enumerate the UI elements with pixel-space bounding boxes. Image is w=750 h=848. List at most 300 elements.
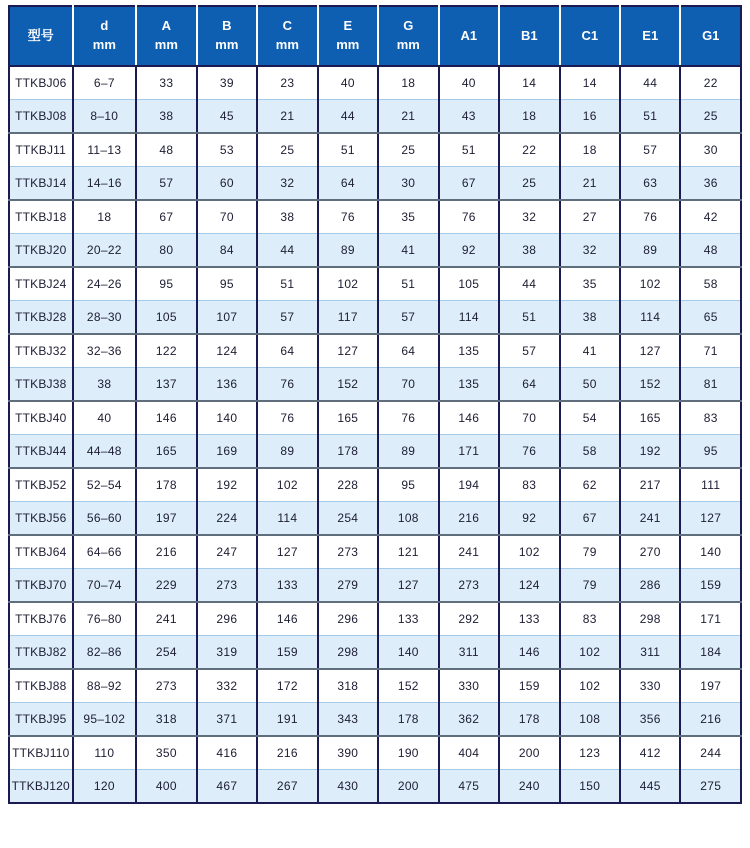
value-cell: 178 bbox=[499, 703, 559, 737]
table-row bbox=[9, 301, 741, 335]
value-cell: 200 bbox=[499, 736, 559, 770]
value-cell: 67 bbox=[439, 167, 499, 201]
value-cell: 25 bbox=[499, 167, 559, 201]
value-cell: 244 bbox=[680, 736, 741, 770]
value-cell: 146 bbox=[439, 401, 499, 435]
value-cell: 318 bbox=[318, 669, 378, 703]
column-header-E: E mm bbox=[318, 6, 378, 66]
value-cell: 39 bbox=[197, 66, 257, 100]
value-cell: 40 bbox=[73, 401, 137, 435]
value-cell: 105 bbox=[136, 301, 196, 335]
value-cell: 319 bbox=[197, 636, 257, 670]
value-cell: 330 bbox=[620, 669, 680, 703]
value-cell: 216 bbox=[439, 502, 499, 536]
column-header-G1: G1 bbox=[680, 6, 741, 66]
value-cell: 270 bbox=[620, 535, 680, 569]
column-header-G: G mm bbox=[378, 6, 438, 66]
model-cell: TTKBJ44 bbox=[9, 435, 73, 469]
table-row bbox=[9, 770, 741, 804]
value-cell: 279 bbox=[318, 569, 378, 603]
header-row bbox=[9, 6, 741, 66]
value-cell: 120 bbox=[73, 770, 137, 804]
value-cell: 83 bbox=[499, 468, 559, 502]
column-header-B1: B1 bbox=[499, 6, 559, 66]
column-header-model: 型号 bbox=[9, 6, 73, 66]
value-cell: 108 bbox=[378, 502, 438, 536]
model-cell: TTKBJ40 bbox=[9, 401, 73, 435]
value-cell: 475 bbox=[439, 770, 499, 804]
value-cell: 18 bbox=[560, 133, 620, 167]
value-cell: 64 bbox=[499, 368, 559, 402]
value-cell: 127 bbox=[257, 535, 317, 569]
value-cell: 14 bbox=[560, 66, 620, 100]
value-cell: 197 bbox=[136, 502, 196, 536]
table-row bbox=[9, 66, 741, 100]
value-cell: 92 bbox=[439, 234, 499, 268]
value-cell: 412 bbox=[620, 736, 680, 770]
value-cell: 127 bbox=[318, 334, 378, 368]
value-cell: 53 bbox=[197, 133, 257, 167]
value-cell: 275 bbox=[680, 770, 741, 804]
value-cell: 241 bbox=[136, 602, 196, 636]
value-cell: 76 bbox=[378, 401, 438, 435]
value-cell: 146 bbox=[257, 602, 317, 636]
value-cell: 390 bbox=[318, 736, 378, 770]
model-cell: TTKBJ52 bbox=[9, 468, 73, 502]
value-cell: 467 bbox=[197, 770, 257, 804]
value-cell: 152 bbox=[378, 669, 438, 703]
model-cell: TTKBJ28 bbox=[9, 301, 73, 335]
value-cell: 254 bbox=[318, 502, 378, 536]
value-cell: 133 bbox=[378, 602, 438, 636]
value-cell: 133 bbox=[257, 569, 317, 603]
value-cell: 64–66 bbox=[73, 535, 137, 569]
value-cell: 152 bbox=[318, 368, 378, 402]
value-cell: 56–60 bbox=[73, 502, 137, 536]
value-cell: 122 bbox=[136, 334, 196, 368]
table-row bbox=[9, 100, 741, 134]
value-cell: 350 bbox=[136, 736, 196, 770]
value-cell: 140 bbox=[378, 636, 438, 670]
value-cell: 140 bbox=[197, 401, 257, 435]
value-cell: 114 bbox=[257, 502, 317, 536]
value-cell: 102 bbox=[560, 636, 620, 670]
value-cell: 133 bbox=[499, 602, 559, 636]
value-cell: 42 bbox=[680, 200, 741, 234]
value-cell: 362 bbox=[439, 703, 499, 737]
value-cell: 95 bbox=[378, 468, 438, 502]
value-cell: 67 bbox=[560, 502, 620, 536]
value-cell: 192 bbox=[197, 468, 257, 502]
value-cell: 117 bbox=[318, 301, 378, 335]
value-cell: 57 bbox=[378, 301, 438, 335]
model-cell: TTKBJ11 bbox=[9, 133, 73, 167]
value-cell: 79 bbox=[560, 535, 620, 569]
value-cell: 25 bbox=[378, 133, 438, 167]
value-cell: 430 bbox=[318, 770, 378, 804]
value-cell: 136 bbox=[197, 368, 257, 402]
table-row bbox=[9, 234, 741, 268]
value-cell: 41 bbox=[378, 234, 438, 268]
table-row bbox=[9, 334, 741, 368]
value-cell: 330 bbox=[439, 669, 499, 703]
value-cell: 124 bbox=[499, 569, 559, 603]
value-cell: 105 bbox=[439, 267, 499, 301]
value-cell: 216 bbox=[257, 736, 317, 770]
value-cell: 44 bbox=[318, 100, 378, 134]
value-cell: 127 bbox=[680, 502, 741, 536]
value-cell: 95 bbox=[136, 267, 196, 301]
table-row bbox=[9, 703, 741, 737]
model-cell: TTKBJ120 bbox=[9, 770, 73, 804]
value-cell: 298 bbox=[318, 636, 378, 670]
value-cell: 194 bbox=[439, 468, 499, 502]
value-cell: 70 bbox=[499, 401, 559, 435]
spec-table bbox=[8, 5, 742, 804]
table-row bbox=[9, 368, 741, 402]
value-cell: 178 bbox=[136, 468, 196, 502]
table-row bbox=[9, 200, 741, 234]
value-cell: 273 bbox=[197, 569, 257, 603]
value-cell: 23 bbox=[257, 66, 317, 100]
value-cell: 51 bbox=[499, 301, 559, 335]
value-cell: 30 bbox=[378, 167, 438, 201]
value-cell: 171 bbox=[680, 602, 741, 636]
table-row bbox=[9, 669, 741, 703]
value-cell: 140 bbox=[680, 535, 741, 569]
value-cell: 76 bbox=[257, 401, 317, 435]
value-cell: 65 bbox=[680, 301, 741, 335]
value-cell: 102 bbox=[318, 267, 378, 301]
value-cell: 184 bbox=[680, 636, 741, 670]
value-cell: 14–16 bbox=[73, 167, 137, 201]
value-cell: 11–13 bbox=[73, 133, 137, 167]
table-row bbox=[9, 468, 741, 502]
value-cell: 51 bbox=[439, 133, 499, 167]
value-cell: 76 bbox=[318, 200, 378, 234]
value-cell: 40 bbox=[318, 66, 378, 100]
value-cell: 81 bbox=[680, 368, 741, 402]
value-cell: 28–30 bbox=[73, 301, 137, 335]
value-cell: 58 bbox=[680, 267, 741, 301]
value-cell: 200 bbox=[378, 770, 438, 804]
value-cell: 172 bbox=[257, 669, 317, 703]
table-body bbox=[9, 66, 741, 803]
table-row bbox=[9, 133, 741, 167]
value-cell: 311 bbox=[439, 636, 499, 670]
value-cell: 192 bbox=[620, 435, 680, 469]
value-cell: 43 bbox=[439, 100, 499, 134]
value-cell: 332 bbox=[197, 669, 257, 703]
value-cell: 80 bbox=[136, 234, 196, 268]
value-cell: 71 bbox=[680, 334, 741, 368]
value-cell: 146 bbox=[499, 636, 559, 670]
value-cell: 400 bbox=[136, 770, 196, 804]
value-cell: 102 bbox=[620, 267, 680, 301]
value-cell: 79 bbox=[560, 569, 620, 603]
value-cell: 216 bbox=[680, 703, 741, 737]
value-cell: 76 bbox=[439, 200, 499, 234]
value-cell: 296 bbox=[318, 602, 378, 636]
value-cell: 165 bbox=[620, 401, 680, 435]
value-cell: 137 bbox=[136, 368, 196, 402]
value-cell: 76 bbox=[257, 368, 317, 402]
column-header-A1: A1 bbox=[439, 6, 499, 66]
value-cell: 67 bbox=[136, 200, 196, 234]
value-cell: 318 bbox=[136, 703, 196, 737]
value-cell: 50 bbox=[560, 368, 620, 402]
value-cell: 150 bbox=[560, 770, 620, 804]
model-cell: TTKBJ76 bbox=[9, 602, 73, 636]
value-cell: 35 bbox=[378, 200, 438, 234]
model-cell: TTKBJ38 bbox=[9, 368, 73, 402]
model-cell: TTKBJ95 bbox=[9, 703, 73, 737]
model-cell: TTKBJ08 bbox=[9, 100, 73, 134]
value-cell: 30 bbox=[680, 133, 741, 167]
value-cell: 88–92 bbox=[73, 669, 137, 703]
value-cell: 38 bbox=[136, 100, 196, 134]
value-cell: 241 bbox=[620, 502, 680, 536]
table-row bbox=[9, 636, 741, 670]
value-cell: 217 bbox=[620, 468, 680, 502]
value-cell: 191 bbox=[257, 703, 317, 737]
value-cell: 33 bbox=[136, 66, 196, 100]
column-header-d: d mm bbox=[73, 6, 137, 66]
model-cell: TTKBJ20 bbox=[9, 234, 73, 268]
model-cell: TTKBJ82 bbox=[9, 636, 73, 670]
value-cell: 371 bbox=[197, 703, 257, 737]
value-cell: 146 bbox=[136, 401, 196, 435]
value-cell: 58 bbox=[560, 435, 620, 469]
table-row bbox=[9, 502, 741, 536]
value-cell: 62 bbox=[560, 468, 620, 502]
value-cell: 32 bbox=[560, 234, 620, 268]
value-cell: 273 bbox=[318, 535, 378, 569]
value-cell: 241 bbox=[439, 535, 499, 569]
value-cell: 114 bbox=[620, 301, 680, 335]
value-cell: 8–10 bbox=[73, 100, 137, 134]
model-cell: TTKBJ06 bbox=[9, 66, 73, 100]
value-cell: 24–26 bbox=[73, 267, 137, 301]
value-cell: 171 bbox=[439, 435, 499, 469]
value-cell: 35 bbox=[560, 267, 620, 301]
value-cell: 16 bbox=[560, 100, 620, 134]
value-cell: 51 bbox=[318, 133, 378, 167]
value-cell: 48 bbox=[680, 234, 741, 268]
value-cell: 152 bbox=[620, 368, 680, 402]
value-cell: 247 bbox=[197, 535, 257, 569]
value-cell: 286 bbox=[620, 569, 680, 603]
column-header-C: C mm bbox=[257, 6, 317, 66]
value-cell: 127 bbox=[620, 334, 680, 368]
model-cell: TTKBJ18 bbox=[9, 200, 73, 234]
value-cell: 20–22 bbox=[73, 234, 137, 268]
value-cell: 76–80 bbox=[73, 602, 137, 636]
value-cell: 83 bbox=[680, 401, 741, 435]
value-cell: 25 bbox=[257, 133, 317, 167]
value-cell: 224 bbox=[197, 502, 257, 536]
value-cell: 92 bbox=[499, 502, 559, 536]
value-cell: 51 bbox=[378, 267, 438, 301]
value-cell: 114 bbox=[439, 301, 499, 335]
value-cell: 44 bbox=[499, 267, 559, 301]
value-cell: 165 bbox=[136, 435, 196, 469]
value-cell: 343 bbox=[318, 703, 378, 737]
value-cell: 135 bbox=[439, 334, 499, 368]
value-cell: 216 bbox=[136, 535, 196, 569]
table-row bbox=[9, 267, 741, 301]
table-row bbox=[9, 535, 741, 569]
table-row bbox=[9, 736, 741, 770]
value-cell: 159 bbox=[499, 669, 559, 703]
value-cell: 51 bbox=[620, 100, 680, 134]
value-cell: 165 bbox=[318, 401, 378, 435]
value-cell: 159 bbox=[257, 636, 317, 670]
value-cell: 84 bbox=[197, 234, 257, 268]
value-cell: 95 bbox=[197, 267, 257, 301]
value-cell: 404 bbox=[439, 736, 499, 770]
value-cell: 21 bbox=[257, 100, 317, 134]
value-cell: 311 bbox=[620, 636, 680, 670]
value-cell: 123 bbox=[560, 736, 620, 770]
value-cell: 57 bbox=[620, 133, 680, 167]
table-row bbox=[9, 167, 741, 201]
model-cell: TTKBJ32 bbox=[9, 334, 73, 368]
value-cell: 18 bbox=[499, 100, 559, 134]
value-cell: 57 bbox=[257, 301, 317, 335]
value-cell: 60 bbox=[197, 167, 257, 201]
value-cell: 38 bbox=[73, 368, 137, 402]
column-header-A: A mm bbox=[136, 6, 196, 66]
table-row bbox=[9, 435, 741, 469]
value-cell: 95–102 bbox=[73, 703, 137, 737]
value-cell: 178 bbox=[318, 435, 378, 469]
value-cell: 38 bbox=[560, 301, 620, 335]
value-cell: 124 bbox=[197, 334, 257, 368]
value-cell: 298 bbox=[620, 602, 680, 636]
value-cell: 27 bbox=[560, 200, 620, 234]
value-cell: 102 bbox=[560, 669, 620, 703]
value-cell: 197 bbox=[680, 669, 741, 703]
value-cell: 445 bbox=[620, 770, 680, 804]
value-cell: 70–74 bbox=[73, 569, 137, 603]
value-cell: 63 bbox=[620, 167, 680, 201]
model-cell: TTKBJ24 bbox=[9, 267, 73, 301]
value-cell: 102 bbox=[499, 535, 559, 569]
value-cell: 89 bbox=[620, 234, 680, 268]
value-cell: 89 bbox=[257, 435, 317, 469]
value-cell: 111 bbox=[680, 468, 741, 502]
value-cell: 178 bbox=[378, 703, 438, 737]
value-cell: 273 bbox=[439, 569, 499, 603]
column-header-E1: E1 bbox=[620, 6, 680, 66]
value-cell: 82–86 bbox=[73, 636, 137, 670]
value-cell: 18 bbox=[378, 66, 438, 100]
value-cell: 32–36 bbox=[73, 334, 137, 368]
value-cell: 70 bbox=[197, 200, 257, 234]
value-cell: 41 bbox=[560, 334, 620, 368]
value-cell: 21 bbox=[560, 167, 620, 201]
value-cell: 108 bbox=[560, 703, 620, 737]
value-cell: 44–48 bbox=[73, 435, 137, 469]
value-cell: 169 bbox=[197, 435, 257, 469]
value-cell: 292 bbox=[439, 602, 499, 636]
value-cell: 6–7 bbox=[73, 66, 137, 100]
value-cell: 254 bbox=[136, 636, 196, 670]
value-cell: 51 bbox=[257, 267, 317, 301]
value-cell: 89 bbox=[378, 435, 438, 469]
value-cell: 267 bbox=[257, 770, 317, 804]
value-cell: 22 bbox=[499, 133, 559, 167]
value-cell: 25 bbox=[680, 100, 741, 134]
value-cell: 273 bbox=[136, 669, 196, 703]
value-cell: 356 bbox=[620, 703, 680, 737]
value-cell: 32 bbox=[499, 200, 559, 234]
value-cell: 89 bbox=[318, 234, 378, 268]
column-header-C1: C1 bbox=[560, 6, 620, 66]
value-cell: 57 bbox=[136, 167, 196, 201]
value-cell: 240 bbox=[499, 770, 559, 804]
value-cell: 32 bbox=[257, 167, 317, 201]
table-row bbox=[9, 602, 741, 636]
column-header-B: B mm bbox=[197, 6, 257, 66]
value-cell: 22 bbox=[680, 66, 741, 100]
value-cell: 190 bbox=[378, 736, 438, 770]
value-cell: 229 bbox=[136, 569, 196, 603]
value-cell: 38 bbox=[257, 200, 317, 234]
value-cell: 110 bbox=[73, 736, 137, 770]
value-cell: 40 bbox=[439, 66, 499, 100]
value-cell: 48 bbox=[136, 133, 196, 167]
model-cell: TTKBJ70 bbox=[9, 569, 73, 603]
value-cell: 52–54 bbox=[73, 468, 137, 502]
table-row bbox=[9, 569, 741, 603]
value-cell: 64 bbox=[257, 334, 317, 368]
value-cell: 228 bbox=[318, 468, 378, 502]
value-cell: 416 bbox=[197, 736, 257, 770]
value-cell: 121 bbox=[378, 535, 438, 569]
model-cell: TTKBJ88 bbox=[9, 669, 73, 703]
value-cell: 14 bbox=[499, 66, 559, 100]
value-cell: 54 bbox=[560, 401, 620, 435]
value-cell: 135 bbox=[439, 368, 499, 402]
value-cell: 102 bbox=[257, 468, 317, 502]
value-cell: 21 bbox=[378, 100, 438, 134]
value-cell: 95 bbox=[680, 435, 741, 469]
value-cell: 44 bbox=[257, 234, 317, 268]
value-cell: 83 bbox=[560, 602, 620, 636]
value-cell: 57 bbox=[499, 334, 559, 368]
value-cell: 76 bbox=[499, 435, 559, 469]
value-cell: 44 bbox=[620, 66, 680, 100]
model-cell: TTKBJ14 bbox=[9, 167, 73, 201]
model-cell: TTKBJ110 bbox=[9, 736, 73, 770]
value-cell: 38 bbox=[499, 234, 559, 268]
value-cell: 45 bbox=[197, 100, 257, 134]
value-cell: 296 bbox=[197, 602, 257, 636]
model-cell: TTKBJ56 bbox=[9, 502, 73, 536]
value-cell: 159 bbox=[680, 569, 741, 603]
model-cell: TTKBJ64 bbox=[9, 535, 73, 569]
table-row bbox=[9, 401, 741, 435]
value-cell: 107 bbox=[197, 301, 257, 335]
value-cell: 64 bbox=[318, 167, 378, 201]
value-cell: 36 bbox=[680, 167, 741, 201]
value-cell: 64 bbox=[378, 334, 438, 368]
value-cell: 127 bbox=[378, 569, 438, 603]
value-cell: 70 bbox=[378, 368, 438, 402]
value-cell: 18 bbox=[73, 200, 137, 234]
